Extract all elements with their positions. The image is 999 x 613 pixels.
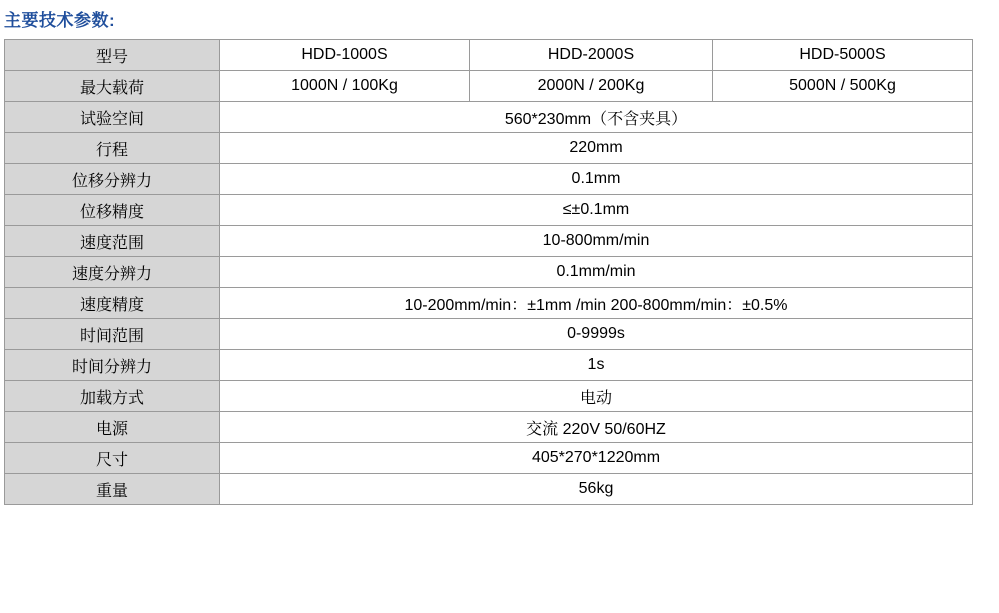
row-label: 试验空间 xyxy=(5,102,220,133)
row-value: 0-9999s xyxy=(220,319,973,350)
row-label: 时间范围 xyxy=(5,319,220,350)
row-value: 交流 220V 50/60HZ xyxy=(220,412,973,443)
table-row xyxy=(5,226,973,257)
row-value: HDD-2000S xyxy=(470,40,713,71)
row-label: 速度范围 xyxy=(5,226,220,257)
table-row xyxy=(5,195,973,226)
technical-parameters-table xyxy=(4,39,973,505)
row-label: 重量 xyxy=(5,474,220,505)
table-row xyxy=(5,40,973,71)
row-value: 5000N / 500Kg xyxy=(713,71,973,102)
table-row xyxy=(5,474,973,505)
row-value: 405*270*1220mm xyxy=(220,443,973,474)
table-row xyxy=(5,102,973,133)
row-label: 加载方式 xyxy=(5,381,220,412)
table-row xyxy=(5,164,973,195)
row-value: 1s xyxy=(220,350,973,381)
row-value: 560*230mm（不含夹具） xyxy=(220,102,973,133)
row-label: 最大载荷 xyxy=(5,71,220,102)
row-value: 电动 xyxy=(220,381,973,412)
table-row xyxy=(5,71,973,102)
row-label: 电源 xyxy=(5,412,220,443)
row-label: 速度分辨力 xyxy=(5,257,220,288)
table-row xyxy=(5,412,973,443)
row-value: 56kg xyxy=(220,474,973,505)
row-value: 2000N / 200Kg xyxy=(470,71,713,102)
row-value: 1000N / 100Kg xyxy=(220,71,470,102)
row-label: 位移分辨力 xyxy=(5,164,220,195)
table-row xyxy=(5,350,973,381)
row-label: 型号 xyxy=(5,40,220,71)
row-value: 220mm xyxy=(220,133,973,164)
row-label: 行程 xyxy=(5,133,220,164)
row-value: HDD-5000S xyxy=(713,40,973,71)
row-value: 10-200mm/min：±1mm /min 200-800mm/min：±0.5% xyxy=(220,288,973,319)
row-value: ≤±0.1mm xyxy=(220,195,973,226)
row-label: 位移精度 xyxy=(5,195,220,226)
row-value: HDD-1000S xyxy=(220,40,470,71)
table-row xyxy=(5,257,973,288)
row-value: 0.1mm/min xyxy=(220,257,973,288)
row-label: 时间分辨力 xyxy=(5,350,220,381)
page-title: 主要技术参数: xyxy=(4,11,116,30)
table-row xyxy=(5,133,973,164)
row-value: 10-800mm/min xyxy=(220,226,973,257)
table-row xyxy=(5,319,973,350)
row-value: 0.1mm xyxy=(220,164,973,195)
table-row xyxy=(5,288,973,319)
row-label: 速度精度 xyxy=(5,288,220,319)
table-row xyxy=(5,381,973,412)
row-label: 尺寸 xyxy=(5,443,220,474)
table-row xyxy=(5,443,973,474)
